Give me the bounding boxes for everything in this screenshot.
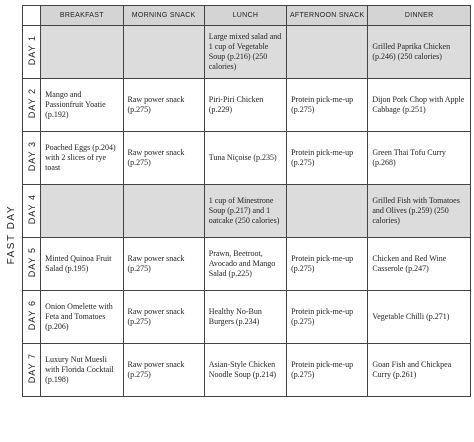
breakfast-cell: Mango and Passionfruit Yoatie (p.192) — [41, 79, 123, 132]
dinner-cell: Vegetable Chilli (p.271) — [368, 291, 471, 344]
morning-snack-cell: Raw power snack (p.275) — [123, 238, 204, 291]
day-label-cell — [23, 291, 41, 344]
lunch-cell: 1 cup of Minestrone Soup (p.217) and 1 oatcake (250 calories) — [204, 185, 286, 238]
day-label: DAY 2 — [26, 88, 37, 119]
header-corner — [23, 6, 41, 26]
breakfast-cell: Onion Omelette with Feta and Tomatoes (p.206) — [41, 291, 123, 344]
header-breakfast: BREAKFAST — [41, 6, 123, 26]
day-row — [23, 185, 471, 238]
day-row — [23, 291, 471, 344]
dinner-cell: Green Thai Tofu Curry (p.268) — [368, 132, 471, 185]
breakfast-cell: Luxury Nut Muesli with Florida Cocktail (p.198) — [41, 344, 123, 397]
lunch-cell: Tuna Niçoise (p.235) — [204, 132, 286, 185]
day-label: DAY 3 — [26, 141, 37, 172]
morning-snack-cell: Raw power snack (p.275) — [123, 132, 204, 185]
day-row — [23, 344, 471, 397]
afternoon-snack-cell: Protein pick-me-up (p.275) — [287, 344, 368, 397]
day-row — [23, 132, 471, 185]
morning-snack-cell — [123, 185, 204, 238]
afternoon-snack-cell: Protein pick-me-up (p.275) — [287, 291, 368, 344]
breakfast-cell — [41, 26, 123, 79]
afternoon-snack-cell — [287, 185, 368, 238]
day-row — [23, 79, 471, 132]
header-afternoon-snack: AFTERNOON SNACK — [287, 6, 368, 26]
fast-day-side-label — [2, 190, 20, 280]
day-label: DAY 6 — [26, 300, 37, 331]
afternoon-snack-cell: Protein pick-me-up (p.275) — [287, 132, 368, 185]
breakfast-cell: Poached Eggs (p.204) with 2 slices of rye toast — [41, 132, 123, 185]
day-label: DAY 4 — [26, 194, 37, 225]
day-label-cell — [23, 79, 41, 132]
dinner-cell: Chicken and Red Wine Casserole (p.247) — [368, 238, 471, 291]
day-label-cell — [23, 344, 41, 397]
day-label-cell — [23, 238, 41, 291]
afternoon-snack-cell: Protein pick-me-up (p.275) — [287, 79, 368, 132]
afternoon-snack-cell — [287, 26, 368, 79]
dinner-cell: Grilled Fish with Tomatoes and Olives (p.259) (250 calories) — [368, 185, 471, 238]
day-row — [23, 238, 471, 291]
morning-snack-cell — [123, 26, 204, 79]
dinner-cell: Goan Fish and Chickpea Curry (p.261) — [368, 344, 471, 397]
afternoon-snack-cell: Protein pick-me-up (p.275) — [287, 238, 368, 291]
day-label-cell — [23, 132, 41, 185]
morning-snack-cell: Raw power snack (p.275) — [123, 344, 204, 397]
header-morning-snack: MORNING SNACK — [123, 6, 204, 26]
lunch-cell: Large mixed salad and 1 cup of Vegetable Soup (p.216) (250 calories) — [204, 26, 286, 79]
morning-snack-cell: Raw power snack (p.275) — [123, 291, 204, 344]
lunch-cell: Asian-Style Chicken Noodle Soup (p.214) — [204, 344, 286, 397]
day-label: DAY 1 — [26, 35, 37, 66]
breakfast-cell: Minted Quinoa Fruit Salad (p.195) — [41, 238, 123, 291]
dinner-cell: Dijon Pork Chop with Apple Cabbage (p.251) — [368, 79, 471, 132]
day-label: DAY 7 — [26, 353, 37, 384]
header-dinner: DINNER — [368, 6, 471, 26]
morning-snack-cell: Raw power snack (p.275) — [123, 79, 204, 132]
day-label-cell — [23, 185, 41, 238]
meal-plan-table — [22, 5, 471, 397]
dinner-cell: Grilled Paprika Chicken (p.246) (250 calories) — [368, 26, 471, 79]
header-lunch: LUNCH — [204, 6, 286, 26]
day-label: DAY 5 — [26, 247, 37, 278]
header-row — [23, 6, 471, 26]
lunch-cell: Piri-Piri Chicken (p.229) — [204, 79, 286, 132]
day-row — [23, 26, 471, 79]
day-label-cell — [23, 26, 41, 79]
lunch-cell: Healthy No-Bun Burgers (p.234) — [204, 291, 286, 344]
fast-day-text: FAST DAY — [5, 205, 17, 265]
lunch-cell: Prawn, Beetroot, Avocado and Mango Salad (p.225) — [204, 238, 286, 291]
breakfast-cell — [41, 185, 123, 238]
